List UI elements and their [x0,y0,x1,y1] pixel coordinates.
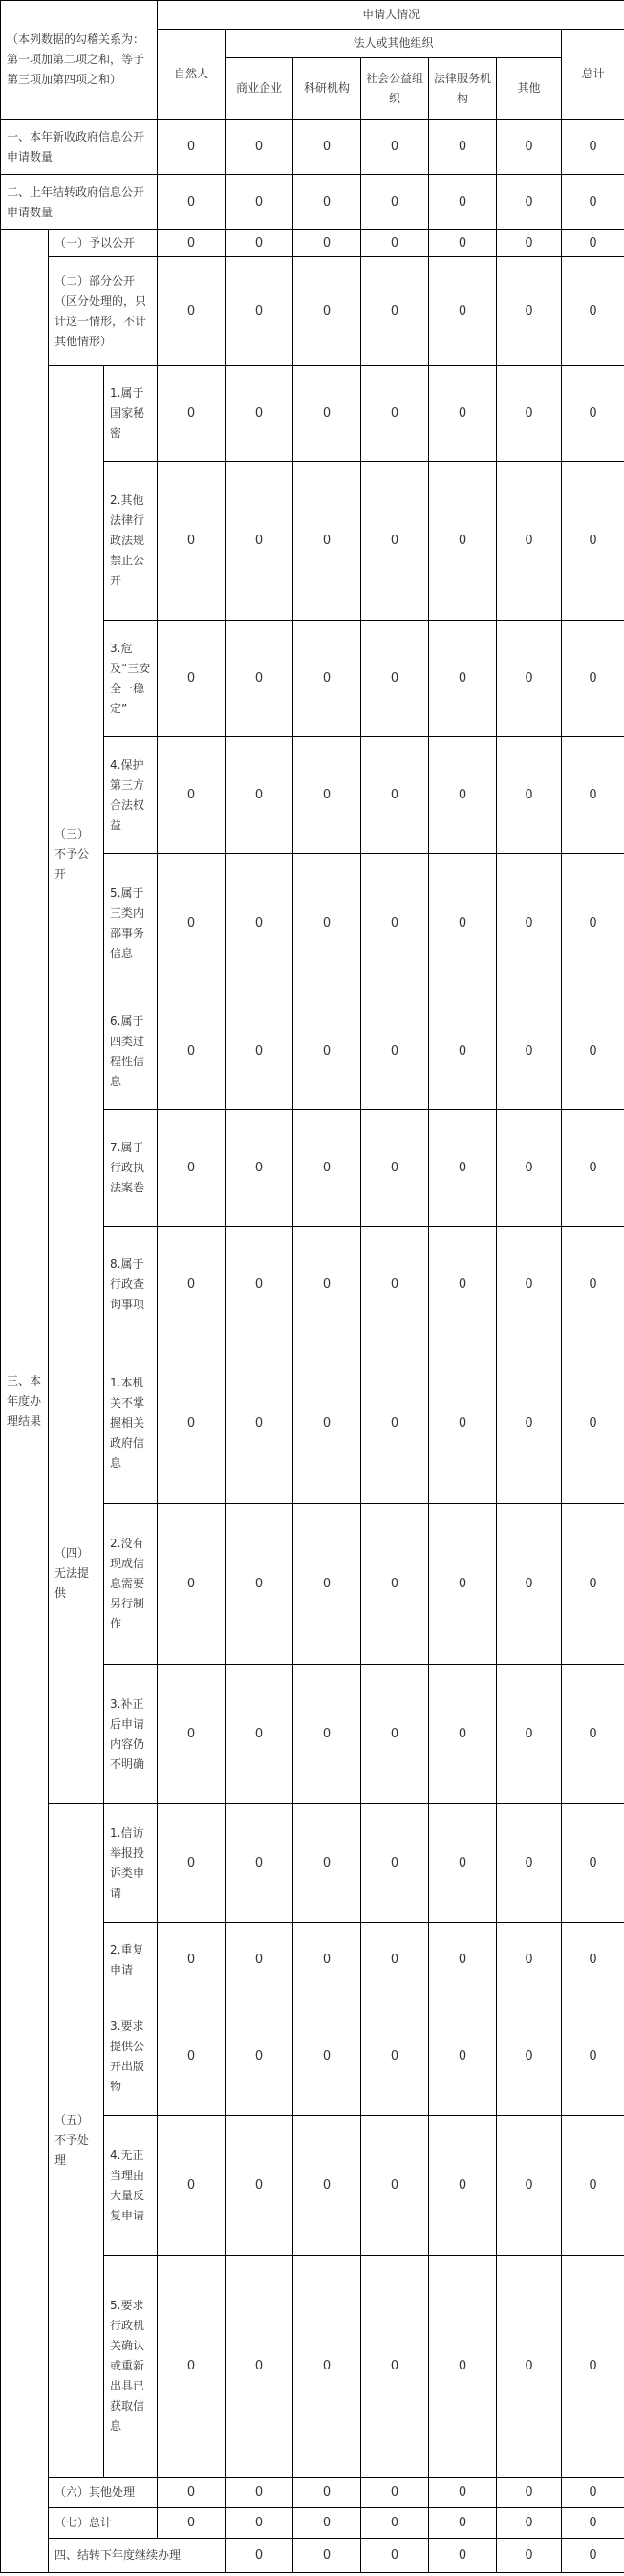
value-cell: 0 [562,230,624,257]
value-cell: 0 [158,993,226,1110]
row-label: 1.信访举报投诉类申请 [104,1804,158,1923]
value-cell: 0 [226,175,293,230]
header-legal-service: 法律服务机构 [429,58,497,120]
value-cell: 0 [497,1227,562,1343]
value-cell: 0 [429,175,497,230]
value-cell: 0 [158,1504,226,1665]
value-cell: 0 [562,2256,624,2478]
value-cell: 0 [562,1997,624,2116]
value-cell: 0 [429,257,497,366]
section-3-label: 三、本年度办理结果 [1,230,49,2573]
value-cell: 0 [361,1997,429,2116]
value-cell: 0 [497,1504,562,1665]
value-cell: 0 [158,1804,226,1923]
row-label: 2.重复申请 [104,1923,158,1997]
value-cell: 0 [361,2116,429,2256]
header-total: 总计 [562,30,624,120]
value-cell: 0 [562,1504,624,1665]
value-cell: 0 [293,1923,361,1997]
value-cell: 0 [562,993,624,1110]
value-cell: 0 [226,120,293,175]
row-disclosed [1,230,624,257]
value-cell: 0 [226,621,293,737]
value-cell: 0 [226,1504,293,1665]
value-cell: 0 [361,2256,429,2478]
value-cell: 0 [293,257,361,366]
header-applicant: 申请人情况 [158,1,624,30]
value-cell: 0 [158,175,226,230]
value-cell: 0 [226,366,293,462]
value-cell: 0 [497,120,562,175]
value-cell: 0 [226,1110,293,1227]
value-cell: 0 [497,2508,562,2539]
value-cell: 0 [562,120,624,175]
value-cell: 0 [226,2478,293,2508]
value-cell: 0 [158,737,226,854]
value-cell: 0 [293,737,361,854]
value-cell: 0 [158,120,226,175]
value-cell: 0 [497,1665,562,1804]
value-cell: 0 [429,737,497,854]
value-cell: 0 [293,2539,361,2573]
value-cell: 0 [158,1665,226,1804]
value-cell: 0 [158,257,226,366]
value-cell: 0 [361,993,429,1110]
value-cell: 0 [562,175,624,230]
value-cell: 0 [429,2478,497,2508]
value-cell: 0 [361,175,429,230]
value-cell: 0 [361,366,429,462]
value-cell: 0 [497,257,562,366]
value-cell: 0 [293,1343,361,1504]
value-cell: 0 [293,854,361,993]
value-cell: 0 [361,1227,429,1343]
value-cell: 0 [158,621,226,737]
value-cell: 0 [293,993,361,1110]
row-not-disclosed-1 [1,366,624,462]
value-cell: 0 [497,1343,562,1504]
row-label: 一、本年新收政府信息公开申请数量 [1,120,158,175]
row-carry-forward [1,2539,624,2573]
value-cell: 0 [158,462,226,621]
value-cell: 0 [429,1504,497,1665]
value-cell: 0 [226,230,293,257]
value-cell: 0 [158,2508,226,2539]
value-cell: 0 [429,366,497,462]
value-cell: 0 [497,1997,562,2116]
value-cell: 0 [293,366,361,462]
row-cannot-provide-1 [1,1343,624,1504]
row-label: 5.属于三类内部事务信息 [104,854,158,993]
row-label: 1.属于国家秘密 [104,366,158,462]
value-cell: 0 [429,2116,497,2256]
value-cell: 0 [226,2256,293,2478]
value-cell: 0 [293,2478,361,2508]
value-cell: 0 [293,1504,361,1665]
value-cell: 0 [562,621,624,737]
not-disclosed-group-label: （三）不予公开 [49,366,104,1343]
value-cell: 0 [562,2478,624,2508]
row-not-processed-1 [1,1804,624,1923]
row-label: 3.危及“三安全一稳定” [104,621,158,737]
row-label: 4.无正当理由大量反复申请 [104,2116,158,2256]
value-cell: 0 [429,2256,497,2478]
value-cell: 0 [562,1227,624,1343]
value-cell: 0 [497,1804,562,1923]
value-cell: 0 [226,2508,293,2539]
row-label: 3.要求提供公开出版物 [104,1997,158,2116]
cannot-provide-group-label: （四）无法提供 [49,1343,104,1804]
value-cell: 0 [361,1804,429,1923]
value-cell: 0 [158,1923,226,1997]
value-cell: 0 [158,2256,226,2478]
value-cell: 0 [562,2116,624,2256]
row-label: 7.属于行政执法案卷 [104,1110,158,1227]
value-cell: 0 [562,1343,624,1504]
row-label: 6.属于四类过程性信息 [104,993,158,1110]
value-cell: 0 [562,854,624,993]
row-label: 4.保护第三方合法权益 [104,737,158,854]
row-label: （二）部分公开（区分处理的，只计这一情形，不计其他情形） [49,257,158,366]
value-cell: 0 [226,993,293,1110]
value-cell: 0 [361,854,429,993]
value-cell: 0 [497,737,562,854]
value-cell: 0 [497,854,562,993]
row-label: 2.没有现成信息需要另行制作 [104,1504,158,1665]
value-cell: 0 [361,621,429,737]
value-cell: 0 [497,1923,562,1997]
value-cell: 0 [226,1804,293,1923]
value-cell: 0 [226,1665,293,1804]
value-cell: 0 [429,1804,497,1923]
value-cell: 0 [226,854,293,993]
value-cell: 0 [293,2256,361,2478]
row-label: （七）总计 [49,2508,158,2539]
value-cell: 0 [497,230,562,257]
value-cell: 0 [562,1110,624,1227]
value-cell: 0 [293,2116,361,2256]
value-cell: 0 [293,1997,361,2116]
row-section-total [1,2508,624,2539]
value-cell: 0 [361,1923,429,1997]
value-cell: 0 [429,120,497,175]
value-cell: 0 [562,1804,624,1923]
value-cell: 0 [361,2508,429,2539]
value-cell: 0 [226,257,293,366]
value-cell: 0 [293,462,361,621]
value-cell: 0 [562,257,624,366]
header-legal-org: 法人或其他组织 [226,30,562,58]
value-cell: 0 [429,462,497,621]
row-label: 四、结转下年度继续办理 [49,2539,226,2573]
value-cell: 0 [226,1227,293,1343]
value-cell: 0 [497,2478,562,2508]
header-social-welfare: 社会公益组织 [361,58,429,120]
not-processed-group-label: （五）不予处理 [49,1804,104,2478]
row-new-requests [1,120,624,175]
row-label: 二、上年结转政府信息公开申请数量 [1,175,158,230]
value-cell: 0 [429,1997,497,2116]
header-commercial: 商业企业 [226,58,293,120]
value-cell: 0 [429,621,497,737]
value-cell: 0 [293,2508,361,2539]
row-label: 5.要求行政机关确认或重新出具已获取信息 [104,2256,158,2478]
value-cell: 0 [293,1665,361,1804]
value-cell: 0 [562,366,624,462]
value-cell: 0 [429,1923,497,1997]
value-cell: 0 [429,2508,497,2539]
value-cell: 0 [562,737,624,854]
value-cell: 0 [158,2478,226,2508]
header-row-1 [1,1,624,30]
value-cell: 0 [361,737,429,854]
value-cell: 0 [361,120,429,175]
value-cell: 0 [429,1665,497,1804]
value-cell: 0 [361,1110,429,1227]
value-cell: 0 [226,462,293,621]
value-cell: 0 [429,993,497,1110]
value-cell: 0 [497,1110,562,1227]
value-cell: 0 [429,854,497,993]
row-label: （一）予以公开 [49,230,158,257]
value-cell: 0 [158,854,226,993]
value-cell: 0 [562,1923,624,1997]
value-cell: 0 [562,2508,624,2539]
value-cell: 0 [497,2256,562,2478]
value-cell: 0 [293,1804,361,1923]
value-cell: 0 [158,1997,226,2116]
value-cell: 0 [562,462,624,621]
value-cell: 0 [497,2116,562,2256]
value-cell: 0 [293,1110,361,1227]
value-cell: 0 [226,1923,293,1997]
value-cell: 0 [361,1343,429,1504]
row-label: （六）其他处理 [49,2478,158,2508]
value-cell: 0 [293,1227,361,1343]
header-other: 其他 [497,58,562,120]
value-cell: 0 [226,2539,293,2573]
value-cell: 0 [158,1343,226,1504]
value-cell: 0 [429,2539,497,2573]
value-cell: 0 [497,621,562,737]
row-label: 2.其他法律行政法规禁止公开 [104,462,158,621]
value-cell: 0 [158,2116,226,2256]
value-cell: 0 [226,2116,293,2256]
value-cell: 0 [497,2539,562,2573]
row-other-processing [1,2478,624,2508]
value-cell: 0 [497,993,562,1110]
value-cell: 0 [361,462,429,621]
value-cell: 0 [562,2539,624,2573]
value-cell: 0 [429,1227,497,1343]
value-cell: 0 [429,1110,497,1227]
value-cell: 0 [497,366,562,462]
value-cell: 0 [361,1504,429,1665]
row-label: 3.补正后申请内容仍不明确 [104,1665,158,1804]
value-cell: 0 [562,1665,624,1804]
value-cell: 0 [497,175,562,230]
row-carried-over [1,175,624,230]
value-cell: 0 [361,257,429,366]
value-cell: 0 [226,1343,293,1504]
row-partially-disclosed [1,257,624,366]
value-cell: 0 [361,2478,429,2508]
value-cell: 0 [293,120,361,175]
row-label: 8.属于行政查询事项 [104,1227,158,1343]
value-cell: 0 [361,230,429,257]
value-cell: 0 [226,737,293,854]
value-cell: 0 [429,230,497,257]
value-cell: 0 [158,230,226,257]
value-cell: 0 [361,1665,429,1804]
value-cell: 0 [429,1343,497,1504]
value-cell: 0 [158,1227,226,1343]
value-cell: 0 [226,1997,293,2116]
value-cell: 0 [293,175,361,230]
value-cell: 0 [158,366,226,462]
corner-note: （本列数据的勾稽关系为：第一项加第二项之和，等于第三项加第四项之和） [1,1,158,120]
value-cell: 0 [497,462,562,621]
value-cell: 0 [293,621,361,737]
value-cell: 0 [361,2539,429,2573]
header-natural-person: 自然人 [158,30,226,120]
row-label: 1.本机关不掌握相关政府信息 [104,1343,158,1504]
header-research: 科研机构 [293,58,361,120]
value-cell: 0 [293,230,361,257]
value-cell: 0 [158,1110,226,1227]
